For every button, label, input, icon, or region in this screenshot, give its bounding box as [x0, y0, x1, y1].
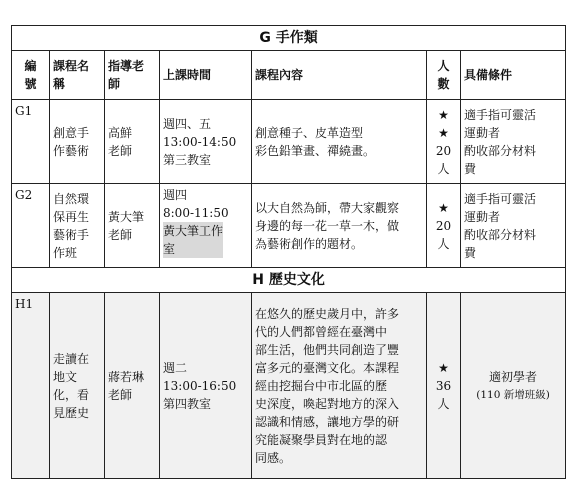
- column-header-row: [12, 51, 566, 100]
- course-requirements-note: (110 新增班級): [476, 388, 550, 401]
- course-name: 自然環 保再生 藝術手 作班: [50, 184, 105, 268]
- course-content: 創意種子、皮革造型 彩色鉛筆畫、禪繞畫。: [252, 100, 427, 184]
- table-row: [12, 184, 566, 268]
- course-content: 在悠久的歷史歲月中，許多 代的人們都曾經在臺灣中 部生活，他們共同創造了豐 富多元的臺灣文化。本課程 經由挖掘台中市北區的歷 史深度，喚起對地方的深入 認識和情感，讓地方學的研 究能凝聚學員對在地的認 同感。: [252, 293, 427, 479]
- table-row: [12, 100, 566, 184]
- section-g-header-row: [12, 26, 566, 51]
- course-content: 以大自然為師，帶大家觀察 身邊的每一花一草一木，做 為藝術創作的題材。: [252, 184, 427, 268]
- table-row: [12, 293, 566, 479]
- course-requirements-cell: [461, 293, 566, 479]
- header-time: 上課時間: [160, 51, 252, 100]
- section-h-header-row: [12, 268, 566, 293]
- header-requirements: 具備條件: [461, 51, 566, 100]
- header-code: 編 號: [12, 51, 50, 100]
- header-people: 人 數: [427, 51, 461, 100]
- section-g-title: G 手作類: [12, 26, 566, 51]
- header-course-name: 課程名 稱: [50, 51, 105, 100]
- course-people: ★ 36 人: [427, 293, 461, 479]
- course-time: 週四 8:00-11:50: [163, 188, 229, 220]
- course-teacher: 高鮮 老師: [105, 100, 160, 184]
- section-h-title: H 歷史文化: [12, 268, 566, 293]
- course-code: G2: [12, 184, 50, 268]
- course-code: H1: [12, 293, 50, 479]
- course-time: 週四、五 13:00-14:50 第三教室: [160, 100, 252, 184]
- course-time: 週二 13:00-16:50 第四教室: [160, 293, 252, 479]
- course-people: ★ 20 人: [427, 184, 461, 268]
- header-teacher: 指導老 師: [105, 51, 160, 100]
- course-location-highlight: 黃大筆工作 室: [163, 224, 224, 256]
- course-code: G1: [12, 100, 50, 184]
- course-table: [11, 25, 566, 479]
- course-name: 創意手 作藝術: [50, 100, 105, 184]
- course-name: 走讀在 地文 化，看 見歷史: [50, 293, 105, 479]
- course-requirements: 適初學者: [489, 369, 538, 384]
- header-content: 課程內容: [252, 51, 427, 100]
- course-teacher: 黃大筆 老師: [105, 184, 160, 268]
- course-people: ★ ★ 20 人: [427, 100, 461, 184]
- course-time-cell: [160, 184, 252, 268]
- course-requirements: 適手指可靈活 運動者 酌收部分材料 費: [461, 100, 566, 184]
- course-requirements: 適手指可靈活 運動者 酌收部分材料 費: [461, 184, 566, 268]
- course-teacher: 蔣若琳 老師: [105, 293, 160, 479]
